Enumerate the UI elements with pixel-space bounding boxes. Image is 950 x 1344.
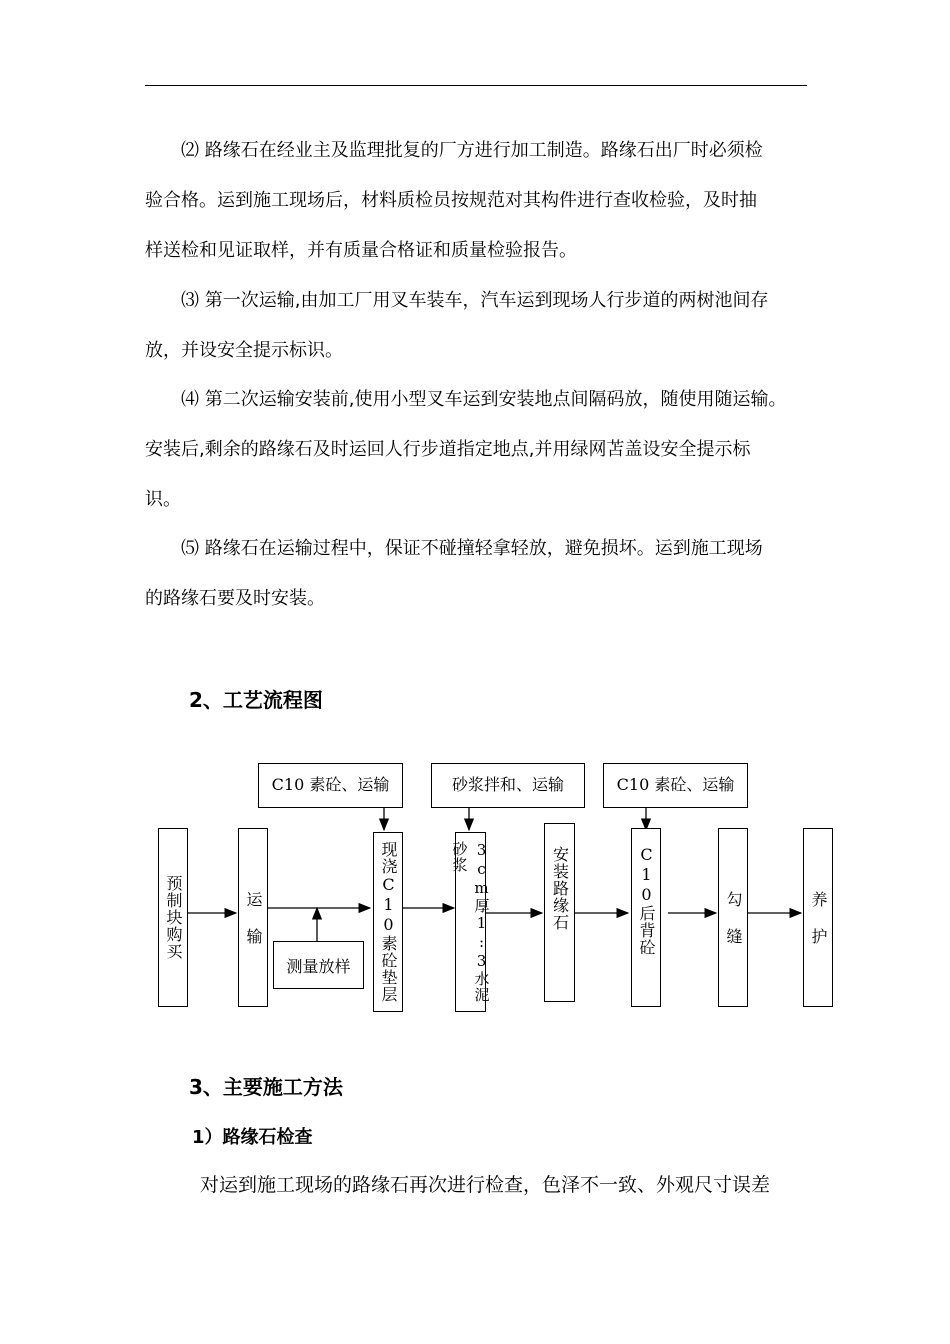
flow-step-purchase bbox=[158, 828, 188, 1007]
flow-step-transport bbox=[238, 828, 268, 1007]
text-line: 安装后,剩余的路缘石及时运回人行步道指定地点,并用绿网苫盖设安全提示标 bbox=[145, 439, 751, 460]
text-line: 样送检和见证取样，并有质量合格证和质量检验报告。 bbox=[145, 240, 577, 261]
flow-step-label: 预制块购买 bbox=[164, 875, 183, 960]
paragraph-inspection bbox=[145, 1160, 810, 1210]
flow-step-curing bbox=[803, 828, 833, 1007]
flow-step-c10-backing bbox=[631, 828, 661, 1007]
flow-step-c10-cushion bbox=[373, 832, 403, 1012]
subheading-curb-inspection: 1）路缘石检查 bbox=[192, 1127, 313, 1148]
paragraph-5 bbox=[145, 524, 810, 624]
paragraph-3 bbox=[145, 276, 810, 376]
flow-step-label: C10后背砼 bbox=[637, 845, 656, 956]
header-rule bbox=[145, 85, 807, 86]
text-line: ⑸ 路缘石在运输过程中，保证不碰撞轻拿轻放，避免损坏。运到施工现场 bbox=[181, 538, 763, 559]
text-line: 验合格。运到施工现场后，材料质检员按规范对其构件进行查收检验，及时抽 bbox=[145, 190, 757, 211]
text-line: 识。 bbox=[145, 489, 181, 510]
flow-step-label: 安装路缘石 bbox=[550, 846, 570, 931]
text-line: 放，并设安全提示标识。 bbox=[145, 340, 343, 361]
flow-step-label: 3cm厚1:3水泥砂浆 bbox=[450, 841, 491, 1003]
flow-step-label: 运 输 bbox=[244, 890, 263, 945]
flow-step-install-curb bbox=[544, 823, 575, 1002]
flow-box-mortar-mixing: 砂浆拌和、运输 bbox=[431, 763, 585, 808]
paragraph-2 bbox=[145, 126, 810, 276]
text-line: ⑷ 第二次运输安装前,使用小型叉车运到安装地点间隔码放，随使用随运输。 bbox=[181, 389, 787, 410]
flow-box-c10-transport-2: C10 素砼、运输 bbox=[603, 763, 748, 808]
section-heading-process-flow: 2、工艺流程图 bbox=[189, 688, 323, 712]
flow-step-mortar-layer bbox=[450, 832, 491, 1012]
text-line: ⑵ 路缘石在经业主及监理批复的厂方进行加工制造。路缘石出厂时必须检 bbox=[181, 140, 763, 161]
flow-step-label: 养 护 bbox=[809, 890, 828, 945]
flow-box-survey-layout: 测量放样 bbox=[273, 941, 364, 989]
process-flowchart bbox=[150, 755, 840, 1020]
text-line: 对运到施工现场的路缘石再次进行检查，色泽不一致、外观尺寸误差 bbox=[200, 1174, 771, 1196]
flow-step-jointing bbox=[718, 828, 748, 1007]
section-heading-construction-method: 3、主要施工方法 bbox=[189, 1075, 343, 1099]
flow-step-label: 勾 缝 bbox=[724, 890, 743, 945]
text-line: ⑶ 第一次运输,由加工厂用叉车装车，汽车运到现场人行步道的两树池间存 bbox=[181, 290, 769, 311]
text-line: 的路缘石要及时安装。 bbox=[145, 588, 325, 609]
flow-box-c10-transport: C10 素砼、运输 bbox=[258, 763, 403, 808]
paragraph-4 bbox=[145, 375, 810, 525]
flow-step-label: 现浇C10素砼垫层 bbox=[379, 841, 398, 1003]
